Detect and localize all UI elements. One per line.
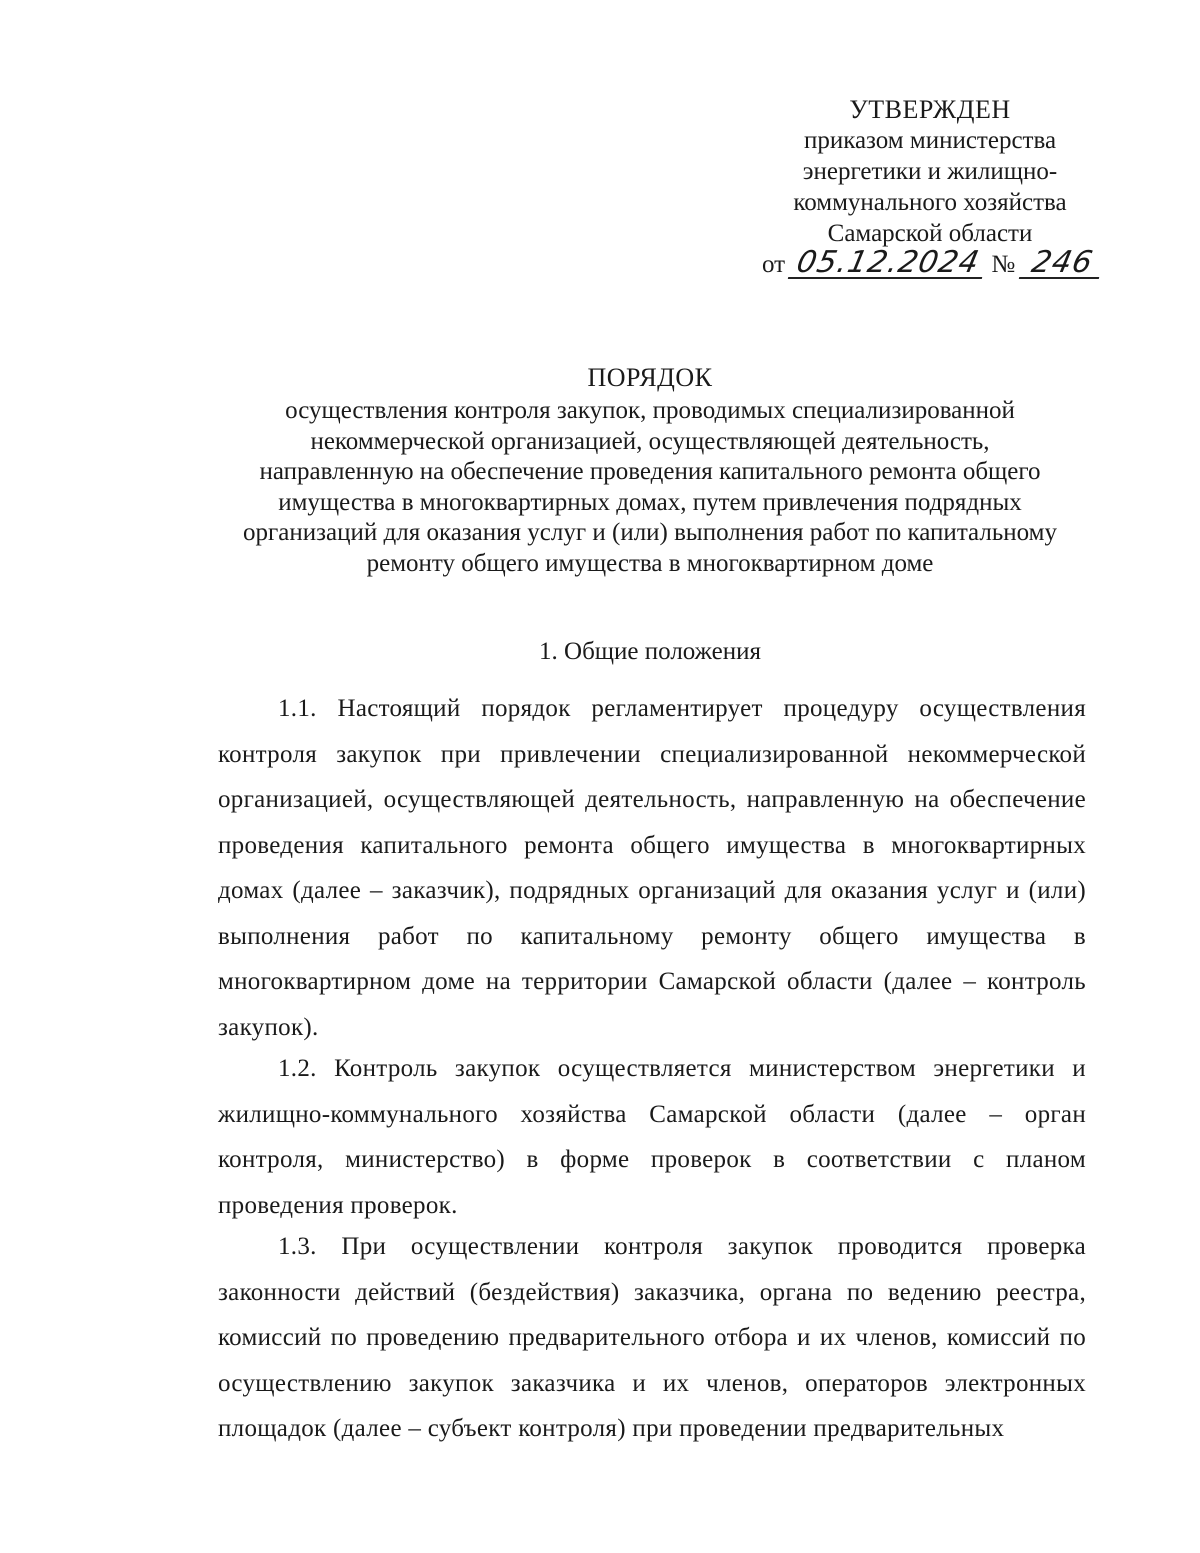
paragraph-1-1: 1.1. Настоящий порядок регламентирует процедуру осуществления контроля закупок при привлечении специализированной некоммерческой организацией, осуществляющей деятельность, направленную на обеспечение проведения капитального ремонта общего имущества в многоквартирных домах (далее – заказчик), подрядных организаций для оказания услуг и (или) выполнения работ по капитальному ремонту общего имущества в многоквартирном доме на территории Самарской области (далее – контроль закупок). <box>218 695 1086 1041</box>
paragraph-1-3: 1.3. При осуществлении контроля закупок проводится проверка законности действий (бездействия) заказчика, органа по ведению реестра, комиссий по проведению предварительного отбора и их членов, комиссий по осуществлению закупок заказчика и их членов, операторов электронных площадок (далее – субъект контроля) при проведении предварительных <box>218 1233 1086 1442</box>
number-label: № <box>991 251 1016 278</box>
approval-title: УТВЕРЖДЕН <box>849 95 1011 124</box>
document-subtitle-line: организаций для оказания услуг и (или) выполнения работ по капитальному <box>243 519 1057 546</box>
approval-date-line <box>740 245 1120 280</box>
handwritten-date: 05.12.2024 <box>788 249 988 279</box>
document-subtitle-line: ремонту общего имущества в многоквартирном доме <box>366 549 934 577</box>
approval-line: приказом министерства <box>803 127 1057 154</box>
document-subtitle-line: осуществления контроля закупок, проводимых специализированной <box>285 397 1015 424</box>
document-title-block <box>150 363 1150 579</box>
document-title: ПОРЯДОК <box>587 363 713 392</box>
approval-line: Самарской области <box>827 220 1033 247</box>
document-subtitle-line: некоммерческой организацией, осуществляющей деятельность, <box>310 427 990 455</box>
document-subtitle-line: имущества в многоквартирных домах, путем привлечения подрядных <box>278 488 1022 516</box>
approval-line: энергетики и жилищно- <box>802 158 1058 185</box>
document-subtitle-line: направленную на обеспечение проведения капитального ремонта общего <box>259 458 1041 485</box>
date-prefix: от <box>762 251 786 278</box>
handwritten-number: 246 <box>1018 249 1105 279</box>
paragraph-1-2: 1.2. Контроль закупок осуществляется министерством энергетики и жилищно-коммунального хозяйства Самарской области (далее – орган контроля, министерство) в форме проверок в соответствии с планом проведения проверок. <box>218 1055 1086 1219</box>
approval-block <box>740 94 1120 280</box>
approval-line: коммунального хозяйства <box>793 189 1067 216</box>
section-heading: 1. Общие положения <box>539 638 761 665</box>
